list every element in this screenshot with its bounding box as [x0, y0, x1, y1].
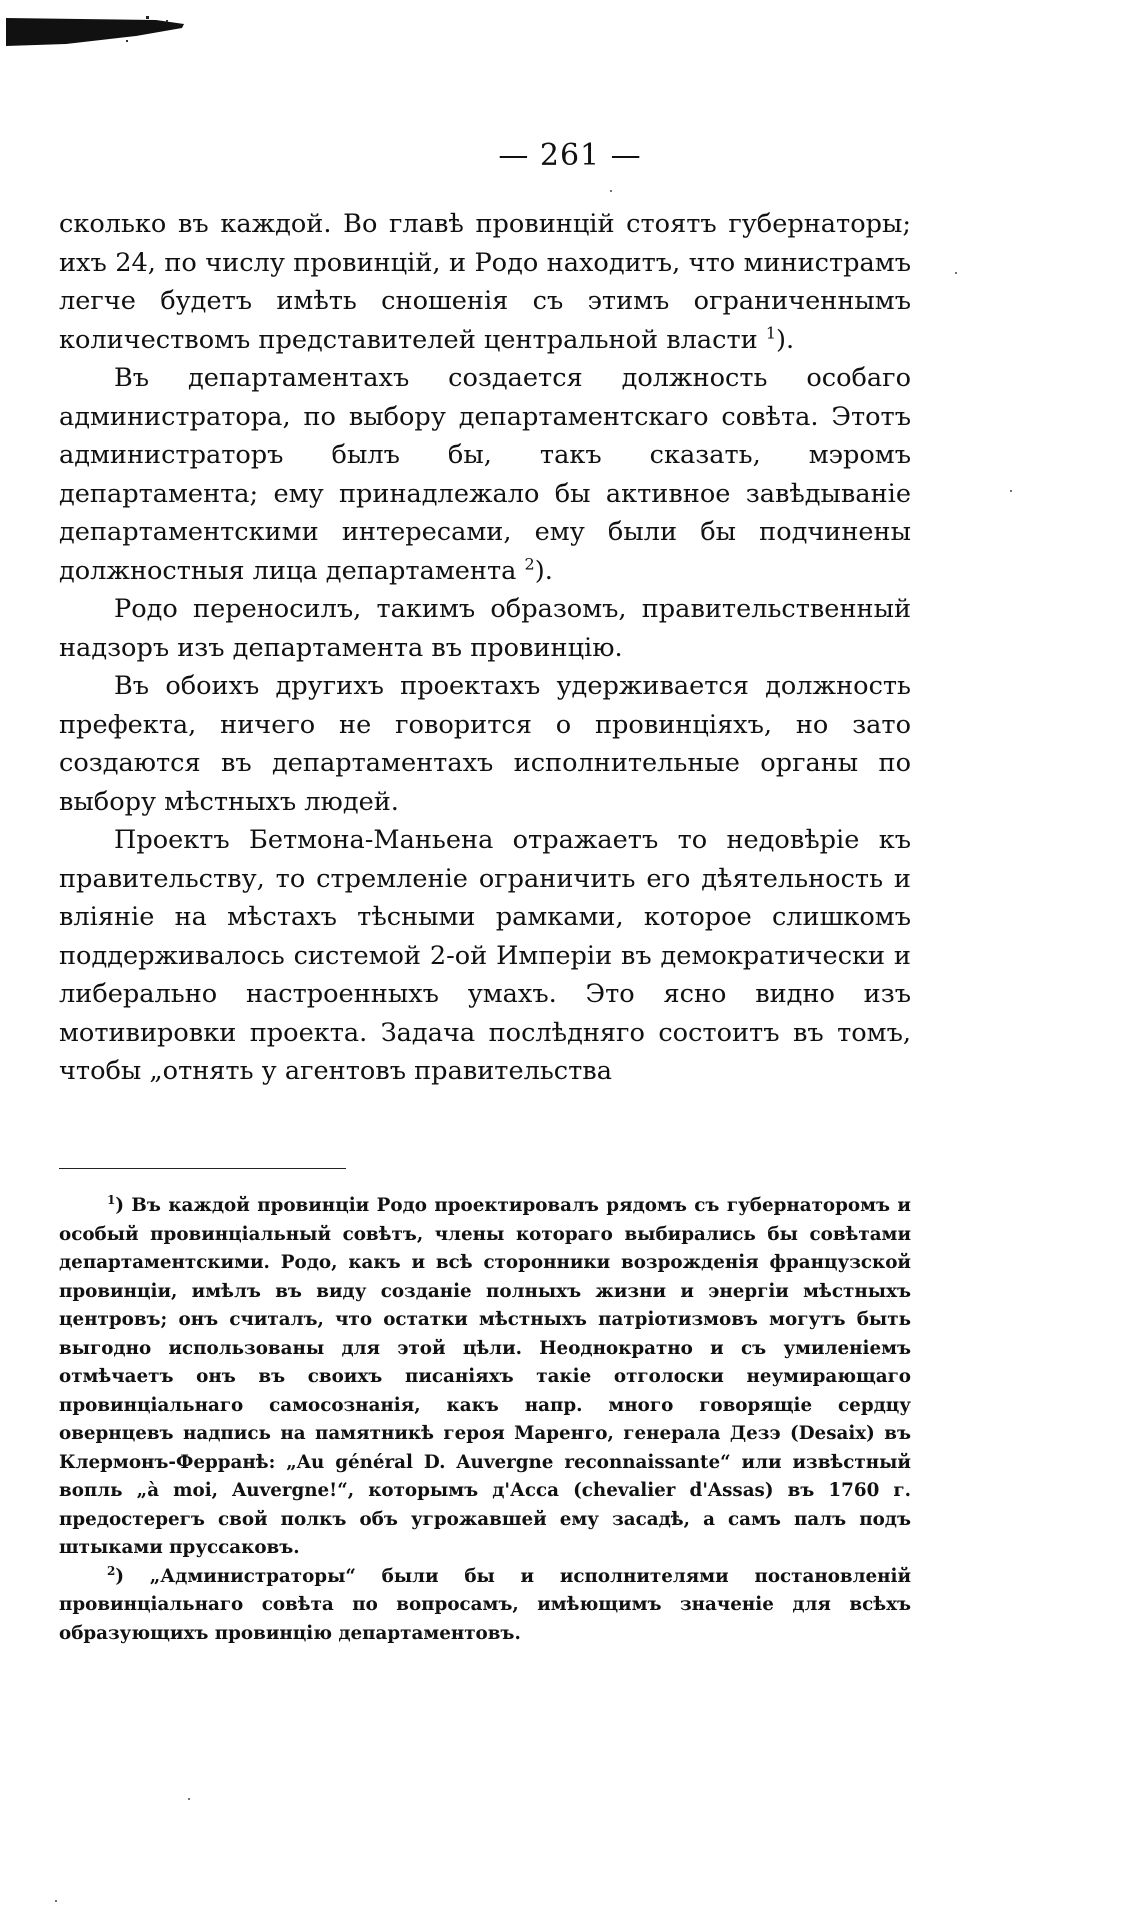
footnote: $^2$) „Администраторы“ были бы и исполнителями постановленій провинціальнаго совѣта по вопросамъ, имѣющимъ значеніе для всѣхъ образующихъ провинцію департаментовъ. — [59, 1563, 911, 1644]
footnotes — [59, 1192, 911, 1648]
footnote-divider — [59, 1168, 346, 1169]
scan-speck — [1010, 490, 1012, 492]
paragraph: Въ департаментахъ создается должность особаго администратора, по выбору департаментскаго совѣта. Этотъ администраторъ былъ бы, такъ сказать, мэромъ департамента; ему принадлежало бы активное завѣдываніе департаментскими интересами, ему были бы подчинены должностныя лица департамента $^2$). — [59, 363, 911, 586]
scan-edge-mark — [6, 14, 186, 48]
scan-speck — [188, 1798, 190, 1800]
footnote-marker: 2 — [107, 1563, 116, 1578]
footnote-marker: 1 — [107, 1192, 116, 1207]
footnote-ref: 2 — [524, 553, 535, 573]
paragraph: Родо переносилъ, такимъ образомъ, правительственный надзоръ изъ департамента въ провинцію. — [59, 594, 911, 663]
paragraph: Проектъ Бетмона-Маньена отражаетъ то недовѣріе къ правительству, то стремленіе ограничить его дѣятельность и вліяніе на мѣстахъ тѣсными рамками, которое слишкомъ поддерживалось системой 2-ой Имперіи въ демократически и либерально настроенныхъ умахъ. Это ясно видно изъ мотивировки проекта. Задача послѣдняго состоитъ въ томъ, чтобы „отнять у агентовъ правительства — [59, 825, 911, 1086]
scan-speck — [955, 272, 957, 274]
paragraph: Въ обоихъ другихъ проектахъ удерживается должность префекта, ничего не говорится о провинціяхъ, но зато создаются въ департаментахъ исполнительные органы по выбору мѣстныхъ людей. — [59, 671, 911, 817]
page-number: — 261 — — [498, 138, 642, 173]
footnote: $^1$) Въ каждой провинціи Родо проектировалъ рядомъ съ губернаторомъ и особый провинціальный совѣтъ, члены котораго выбирались бы совѣтами департаментскими. Родо, какъ и всѣ сторонники возрожденія французской провинціи, имѣлъ въ виду созданіе полныхъ жизни и энергіи мѣстныхъ центровъ; онъ считалъ, что остатки мѣстныхъ патріотизмовъ могутъ быть выгодно использованы для этой цѣли. Неоднократно и съ умиленіемъ отмѣчаетъ онъ въ своихъ писаніяхъ такіе отголоски неумирающаго провинціальнаго самосознанія, какъ напр. много говорящіе сердцу овернцевъ надпись на памятникѣ героя Маренго, генерала Дезэ (Desaix) въ Клермонъ-Ферранѣ: „Au général D. Auvergne reconnaissante“ или извѣстный вопль „à moi, Auvergne!“, которымъ д'Асса (chevalier d'Assas) въ 1760 г. предостерегъ свой полкъ объ угрожавшей ему засадѣ, а самъ палъ подъ штыками пруссаковъ. — [59, 1192, 911, 1558]
paragraph: сколько въ каждой. Во главѣ провинцій стоятъ губернаторы; ихъ 24, по числу провинцій, и Родо находитъ, что министрамъ легче будетъ имѣть сношенія съ этимъ ограниченнымъ количествомъ представителей центральной власти $^1$). — [59, 209, 911, 355]
footnote-ref: 1 — [765, 322, 777, 342]
scan-speck — [55, 1900, 57, 1902]
scan-speck — [610, 190, 612, 192]
main-text — [59, 205, 911, 1091]
